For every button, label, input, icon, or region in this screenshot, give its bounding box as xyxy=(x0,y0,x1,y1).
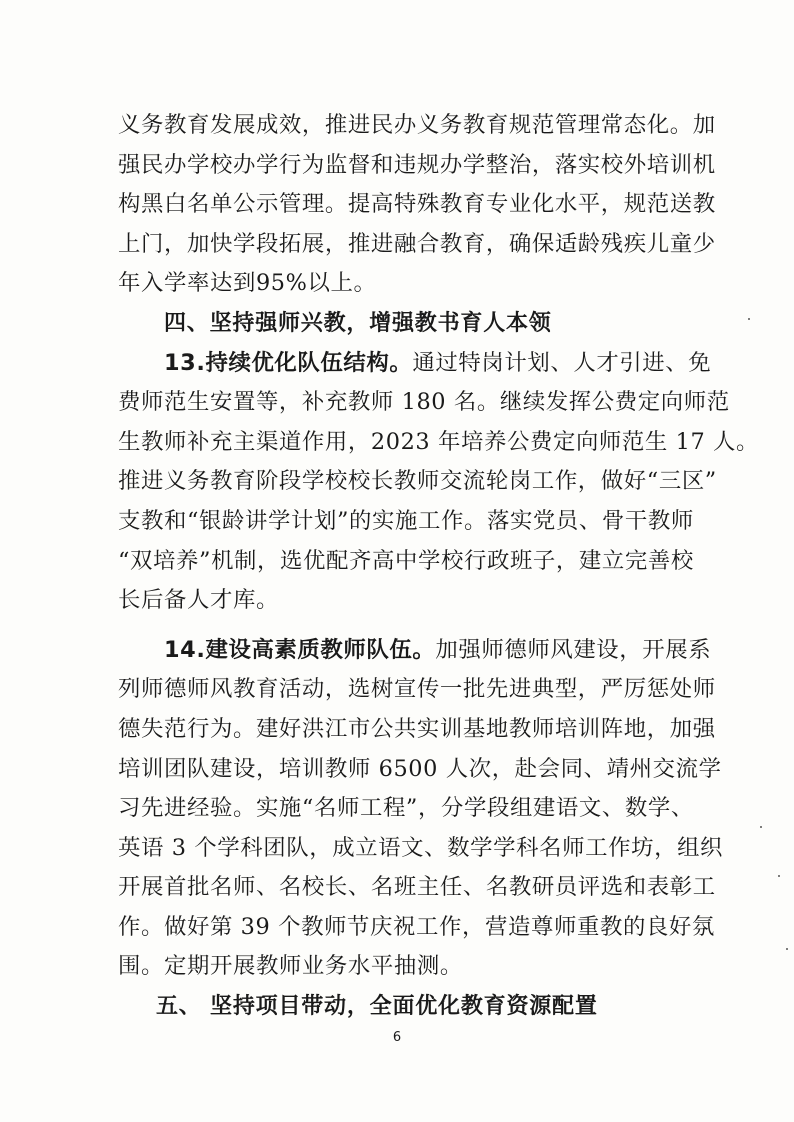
scan-speck xyxy=(778,875,780,877)
text-line: “双培养”机制，选优配齐高中学校行政班子，建立完善校 xyxy=(118,547,694,574)
text-line: 作。做好第 39 个教师节庆祝工作，营造尊师重教的良好氛 xyxy=(118,913,715,940)
text-line: 生教师补充主渠道作用，2023 年培养公费定向师范生 17 人。 xyxy=(118,428,760,455)
item-13-first-line: 通过特岗计划、人才引进、免 xyxy=(412,349,712,376)
text-line: 培训团队建设，培训教师 6500 人次，赴会同、靖州交流学 xyxy=(118,755,722,782)
scan-speck xyxy=(760,826,762,828)
text-line xyxy=(118,344,712,384)
section-heading-5: 五、 坚持项目带动，全面优化教育资源配置 xyxy=(156,994,598,1020)
item-14-first-line: 加强师德师风建设，开展系 xyxy=(435,636,712,663)
text-line: 上门，加快学段拓展，推进融合教育，确保适龄残疾儿童少 xyxy=(118,230,716,257)
text-line: 英语 3 个学科团队，成立语文、数学学科名师工作坊，组织 xyxy=(118,834,724,861)
text-line: 义务教育发展成效，推进民办义务教育规范管理常态化。加 xyxy=(118,112,716,138)
text-line: 习先进经验。实施“名师工程”，分学段组建语文、数学、 xyxy=(118,795,694,822)
scan-speck xyxy=(748,318,750,320)
text-line: 推进义务教育阶段学校校长教师交流轮岗工作，做好“三区” xyxy=(118,468,717,495)
paragraph-item-14 xyxy=(118,631,724,987)
text-line: 围。定期开展教师业务水平抽测。 xyxy=(118,953,463,980)
text-line: 德失范行为。建好洪江市公共实训基地教师培训阵地，加强 xyxy=(118,715,716,742)
item-14-lead: 14.建设高素质教师队伍。 xyxy=(164,636,436,663)
text-line: 长后备人才库。 xyxy=(118,587,279,614)
text-line: 构黑白名单公示管理。提高特殊教育专业化水平，规范送教 xyxy=(118,191,716,218)
text-line: 强民办学校办学行为监督和违规办学整治，落实校外培训机 xyxy=(118,151,716,178)
item-13-lead: 13.持续优化队伍结构。 xyxy=(164,349,413,376)
paragraph-item-13 xyxy=(118,344,760,621)
text-line: 开展首批名师、名校长、名班主任、名教研员评选和表彰工 xyxy=(118,874,716,901)
text-line: 费师范生安置等，补充教师 180 名。继续发挥公费定向师范 xyxy=(118,389,730,416)
text-line: 支教和“银龄讲学计划”的实施工作。落实党员、骨干教师 xyxy=(118,507,694,534)
text-line: 年入学率达到95%以上。 xyxy=(118,270,377,297)
paragraph-continued xyxy=(118,106,716,304)
text-line: 列师德师风教育活动，选树宣传一批先进典型，严厉惩处师 xyxy=(118,676,716,703)
body-text xyxy=(118,106,760,1027)
paragraph-gap xyxy=(118,621,688,631)
section-heading-4: 四、坚持强师兴教，增强教书育人本领 xyxy=(164,310,552,336)
text-line xyxy=(118,631,712,671)
scan-speck xyxy=(786,948,788,950)
page-number: 6 xyxy=(392,1030,402,1045)
